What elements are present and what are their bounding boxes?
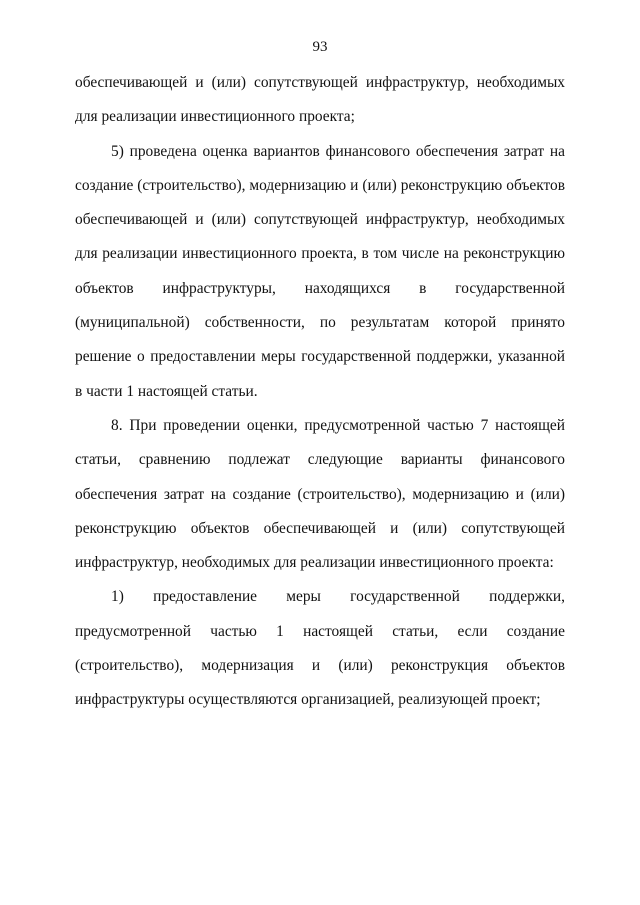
document-body (75, 66, 565, 718)
paragraph-clause-8: 8. При проведении оценки, предусмотренной частью 7 настоящей статьи, сравнению подлежат следующие варианты финансового обеспечения затрат на создание (строительство), модернизацию и (или) реконструкцию объектов обеспечивающей и (или) сопутствующей инфраструктур, необходимых для реализации инвестиционного проекта: (75, 416, 565, 572)
paragraph-item-5: 5) проведена оценка вариантов финансового обеспечения затрат на создание (строительство), модернизацию и (или) реконструкцию объектов обеспечивающей и (или) сопутствующей инфраструктур, необходимых для реализации инвестиционного проекта, в том числе на реконструкцию объектов инфраструктуры, находящихся в государственной (муниципальной) собственности, по результатам которой принято решение о предоставлении меры государственной поддержки, указанной в части 1 настоящей статьи. (75, 142, 565, 400)
paragraph-continuation: обеспечивающей и (или) сопутствующей инфраструктур, необходимых для реализации инвестиционного проекта; (75, 74, 565, 126)
page-number: 93 (312, 39, 328, 55)
paragraph-item-1: 1) предоставление меры государственной поддержки, предусмотренной частью 1 настоящей статьи, если создание (строительство), модернизация и (или) реконструкция объектов инфраструктуры осуществляются организацией, реализующей проект; (75, 588, 565, 709)
